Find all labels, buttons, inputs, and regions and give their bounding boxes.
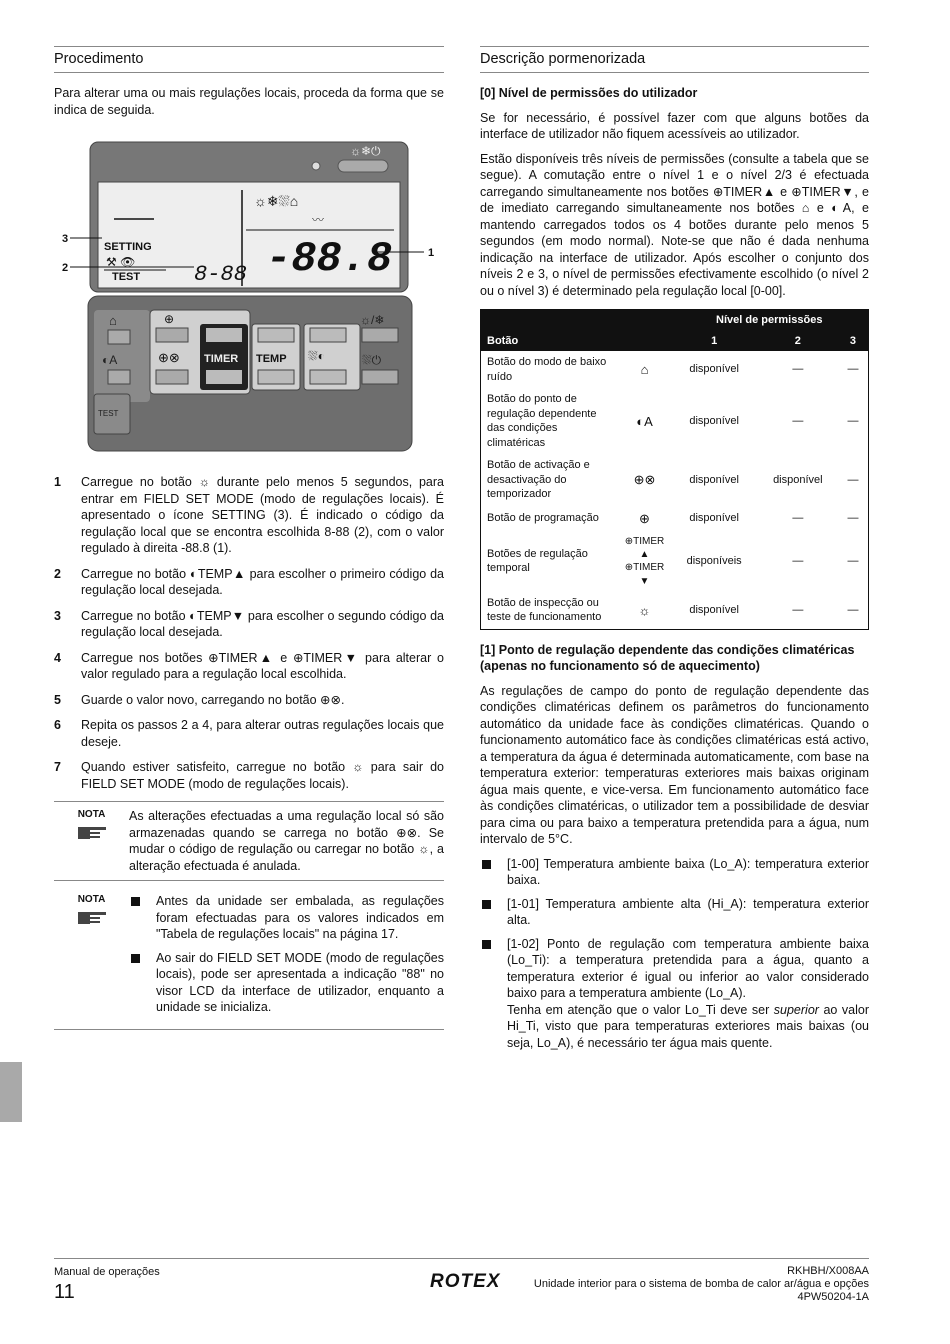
- paragraph-permissions-b: Estão disponíveis três níveis de permissões (consulte a tabela que se segue). A comutação entre o nível 1 e o nível 2/3 é efectuada carregando simultaneamente nos botões ⊕TIMER▲ e ⊕TIMER▼, e de imediato carregando simultaneamente nos botões ⌂ e ◐A, e mantendo carregados todos os 4 botões durante pelo menos 5 segundos (em modo normal). Note-se que não é dada nenhuma indicação na interface de utilizador. Após escolher o conjunto dos níveis 2 e 3, o nível de permissões efectivamente escolhido (o nível 2 ou o nível 3) é determinado pela regulação local [0-00].: [480, 151, 869, 298]
- user-interface-figure: [54, 138, 444, 458]
- table-row: Botão de inspecção ou teste de funcionamento ☼ disponível — —: [481, 592, 869, 630]
- footer-page-number: 11: [54, 1281, 75, 1303]
- table-head-level: 1: [711, 334, 718, 347]
- step-item: 4 Carregue nos botões ⊕TIMER▲ e ⊕TIMER▼ para alterar o valor regulado para a regulação local escolhida.: [54, 650, 444, 682]
- table-head-button: Botão: [487, 334, 519, 347]
- low-noise-icon: ⌂: [640, 362, 649, 378]
- panel-temp-label: TEMP: [256, 353, 287, 366]
- left-column: [54, 46, 444, 1030]
- step-item: 1 Carregue no botão ☼ durante pelo menos 5 segundos, para entrar em FIELD SET MODE (modo de regulações locais). É apresentado o ícone SETTING (3). É indicado o código da regulação local que se encontra escolhida 8-88 (2), com o valor regulado à direita -88.8 (1).: [54, 475, 444, 556]
- note-bullet: Antes da unidade ser embalada, as regulações foram efectuadas para os valores indicados em "Tabela de regulações locais" na página 17.: [129, 893, 444, 943]
- step-item: 7 Quando estiver satisfeito, carregue no botão ☼ para sair do FIELD SET MODE (modo de regulações locais).: [54, 760, 444, 791]
- test-icon: ☼: [638, 602, 651, 618]
- section-title-descricao: Descrição pormenorizada: [480, 46, 869, 73]
- side-tab-marker: [0, 1062, 22, 1122]
- svg-text:〰: 〰: [312, 213, 325, 228]
- table-row: Botão do modo de baixo ruído ⌂ disponível — —: [481, 351, 869, 388]
- callout-3: 3: [62, 233, 69, 246]
- table-row: Botão de programação ⊕ disponível — —: [481, 506, 869, 531]
- footer-description: Unidade interior para o sistema de bomba de calor ar/água e opções: [533, 1278, 869, 1291]
- lcd-field-code: 8-88: [194, 262, 247, 288]
- weather-dependent-icon: ◐A: [636, 413, 653, 429]
- svg-text:⌂: ⌂: [109, 313, 117, 329]
- table-row: Botão de activação e desactivação do temporizador ⊕⊗ disponível disponível —: [481, 454, 869, 506]
- note-label: NOTA: [77, 809, 106, 821]
- table-row: Botões de regulação temporal ⊕TIMER ▲ ⊕TIMER ▼ disponíveis — —: [481, 531, 869, 592]
- section-title-procedimento: Procedimento: [54, 46, 444, 73]
- step-item: 6 Repita os passos 2 a 4, para alterar outras regulações locais que deseje.: [54, 718, 444, 749]
- paragraph-permissions-a: Se for necessário, é possível fazer com que alguns botões da interface de utilizador não fiquem acessíveis ao utilizador.: [480, 110, 869, 142]
- step-item: 3 Carregue no botão ◐TEMP▼ para escolher o segundo código da regulação local desejada.: [54, 608, 444, 640]
- callout-1: 1: [428, 247, 435, 260]
- heading-permission-level: [0] Nível de permissões do utilizador: [480, 86, 698, 101]
- pointing-hand-icon: [76, 906, 108, 928]
- note-bullet: Ao sair do FIELD SET MODE (modo de regulações locais), pode ser apresentada a indicação "88" no visor LCD da interface de utilizador, enquanto a unidade se inicializa.: [129, 950, 444, 1016]
- svg-text:☼/❄: ☼/❄: [360, 313, 385, 328]
- pointing-hand-icon: [76, 821, 108, 843]
- footer-model: RKHBH/X008AA: [787, 1265, 869, 1277]
- table-head-group: Nível de permissões: [716, 314, 823, 327]
- note-box-2: [54, 887, 444, 1030]
- right-column: [480, 46, 869, 1058]
- step-item: 5 Guarde o valor novo, carregando no botão ⊕⊗.: [54, 692, 345, 707]
- lcd-test-label: TEST: [112, 271, 141, 284]
- svg-text:⚒ 👁: ⚒ 👁: [106, 255, 136, 270]
- svg-text:☼❄⛆⌂: ☼❄⛆⌂: [254, 193, 299, 210]
- setting-bullet: [1-00] Temperatura ambiente baixa (Lo_A): temperatura exterior baixa.: [480, 856, 869, 889]
- svg-text:⊕: ⊕: [164, 312, 175, 327]
- svg-text:☼❄⏻: ☼❄⏻: [350, 144, 381, 159]
- step-item: 2 Carregue no botão ◐TEMP▲ para escolher o primeiro código da regulação local desejada.: [54, 566, 444, 598]
- callout-2: 2: [62, 262, 69, 275]
- rotex-logo: ROTEX: [430, 1271, 501, 1292]
- permissions-table: [480, 309, 869, 630]
- controller-illustration: [54, 138, 444, 458]
- note-text-1: As alterações efectuadas a uma regulação local só são armazenadas quando se carrega no botão ⊕⊗. Se mudar o código de regulação ou carregar no botão ☼, a alteração efectuada é anulada.: [129, 809, 444, 873]
- steps-list: [54, 474, 444, 792]
- footer-manual: Manual de operações: [54, 1266, 160, 1278]
- footer-doc-code: 4PW50204-1A: [797, 1291, 869, 1304]
- setting-bullet: [1-02] Ponto de regulação com temperatura ambiente baixa (Lo_Ti): a temperatura pretendida para a água, quanto a temperatura exterior é igual ou inferior ao valor considerado baixo para a temperatura ambiente (Lo_A). Tenha em atenção que o valor Lo_Ti deve ser superior ao valor Hi_Ti, visto que para temperaturas exteriores mais baixas (ou seja, Lo_A), é necessário ter água mais quente.: [480, 936, 869, 1052]
- timer-adjust-icon: ⊕TIMER ▲ ⊕TIMER ▼: [624, 535, 665, 587]
- table-head-level: 2: [794, 334, 801, 347]
- panel-timer-label: TIMER: [204, 353, 239, 366]
- svg-text:⛆⏻: ⛆⏻: [362, 353, 382, 368]
- note-label: NOTA: [77, 894, 106, 906]
- page-footer: [54, 1258, 869, 1304]
- paragraph-weather: As regulações de campo do ponto de regulação dependente das condições climatéricas definem os parâmetros do funcionamento automático da unidade face às condições climatéricas. Quando o funcionamento automático face às condições climatéricas está activo, a temperatura da água é determinada automaticamente, com base na temperatura exterior: temperaturas exteriores mais baixas originam água mais quente, e vice-versa. Em funcionamento automático face às condições climatéricas, o utilizador tem a possibilidade de desviar para cima ou para baixo a temperatura pretendida para a água, num intervalo de 5°C.: [480, 683, 869, 847]
- lcd-field-value: -88.8: [266, 235, 393, 284]
- svg-text:⊕⊗: ⊕⊗: [158, 350, 180, 366]
- table-head-level: 3: [849, 334, 856, 347]
- heading-weather-setpoint: [1] Ponto de regulação dependente das condições climatéricas (apenas no funcionamento só de aquecimento): [480, 642, 855, 674]
- lcd-setting-label: SETTING: [104, 241, 152, 254]
- note-box-1: [54, 801, 444, 881]
- svg-text:⛆◐: ⛆◐: [308, 349, 325, 364]
- setting-bullet: [1-01] Temperatura ambiente alta (Hi_A): temperatura exterior alta.: [480, 896, 869, 929]
- timer-onoff-icon: ⊕⊗: [633, 472, 656, 488]
- table-row: Botão do ponto de regulação dependente das condições climatéricas ◐A disponível — —: [481, 388, 869, 454]
- svg-text:◐A: ◐A: [102, 353, 118, 368]
- program-icon: ⊕: [639, 510, 650, 526]
- intro-paragraph: Para alterar uma ou mais regulações locais, proceda da forma que se indica de seguida.: [54, 86, 444, 117]
- panel-test-label: TEST: [98, 409, 119, 419]
